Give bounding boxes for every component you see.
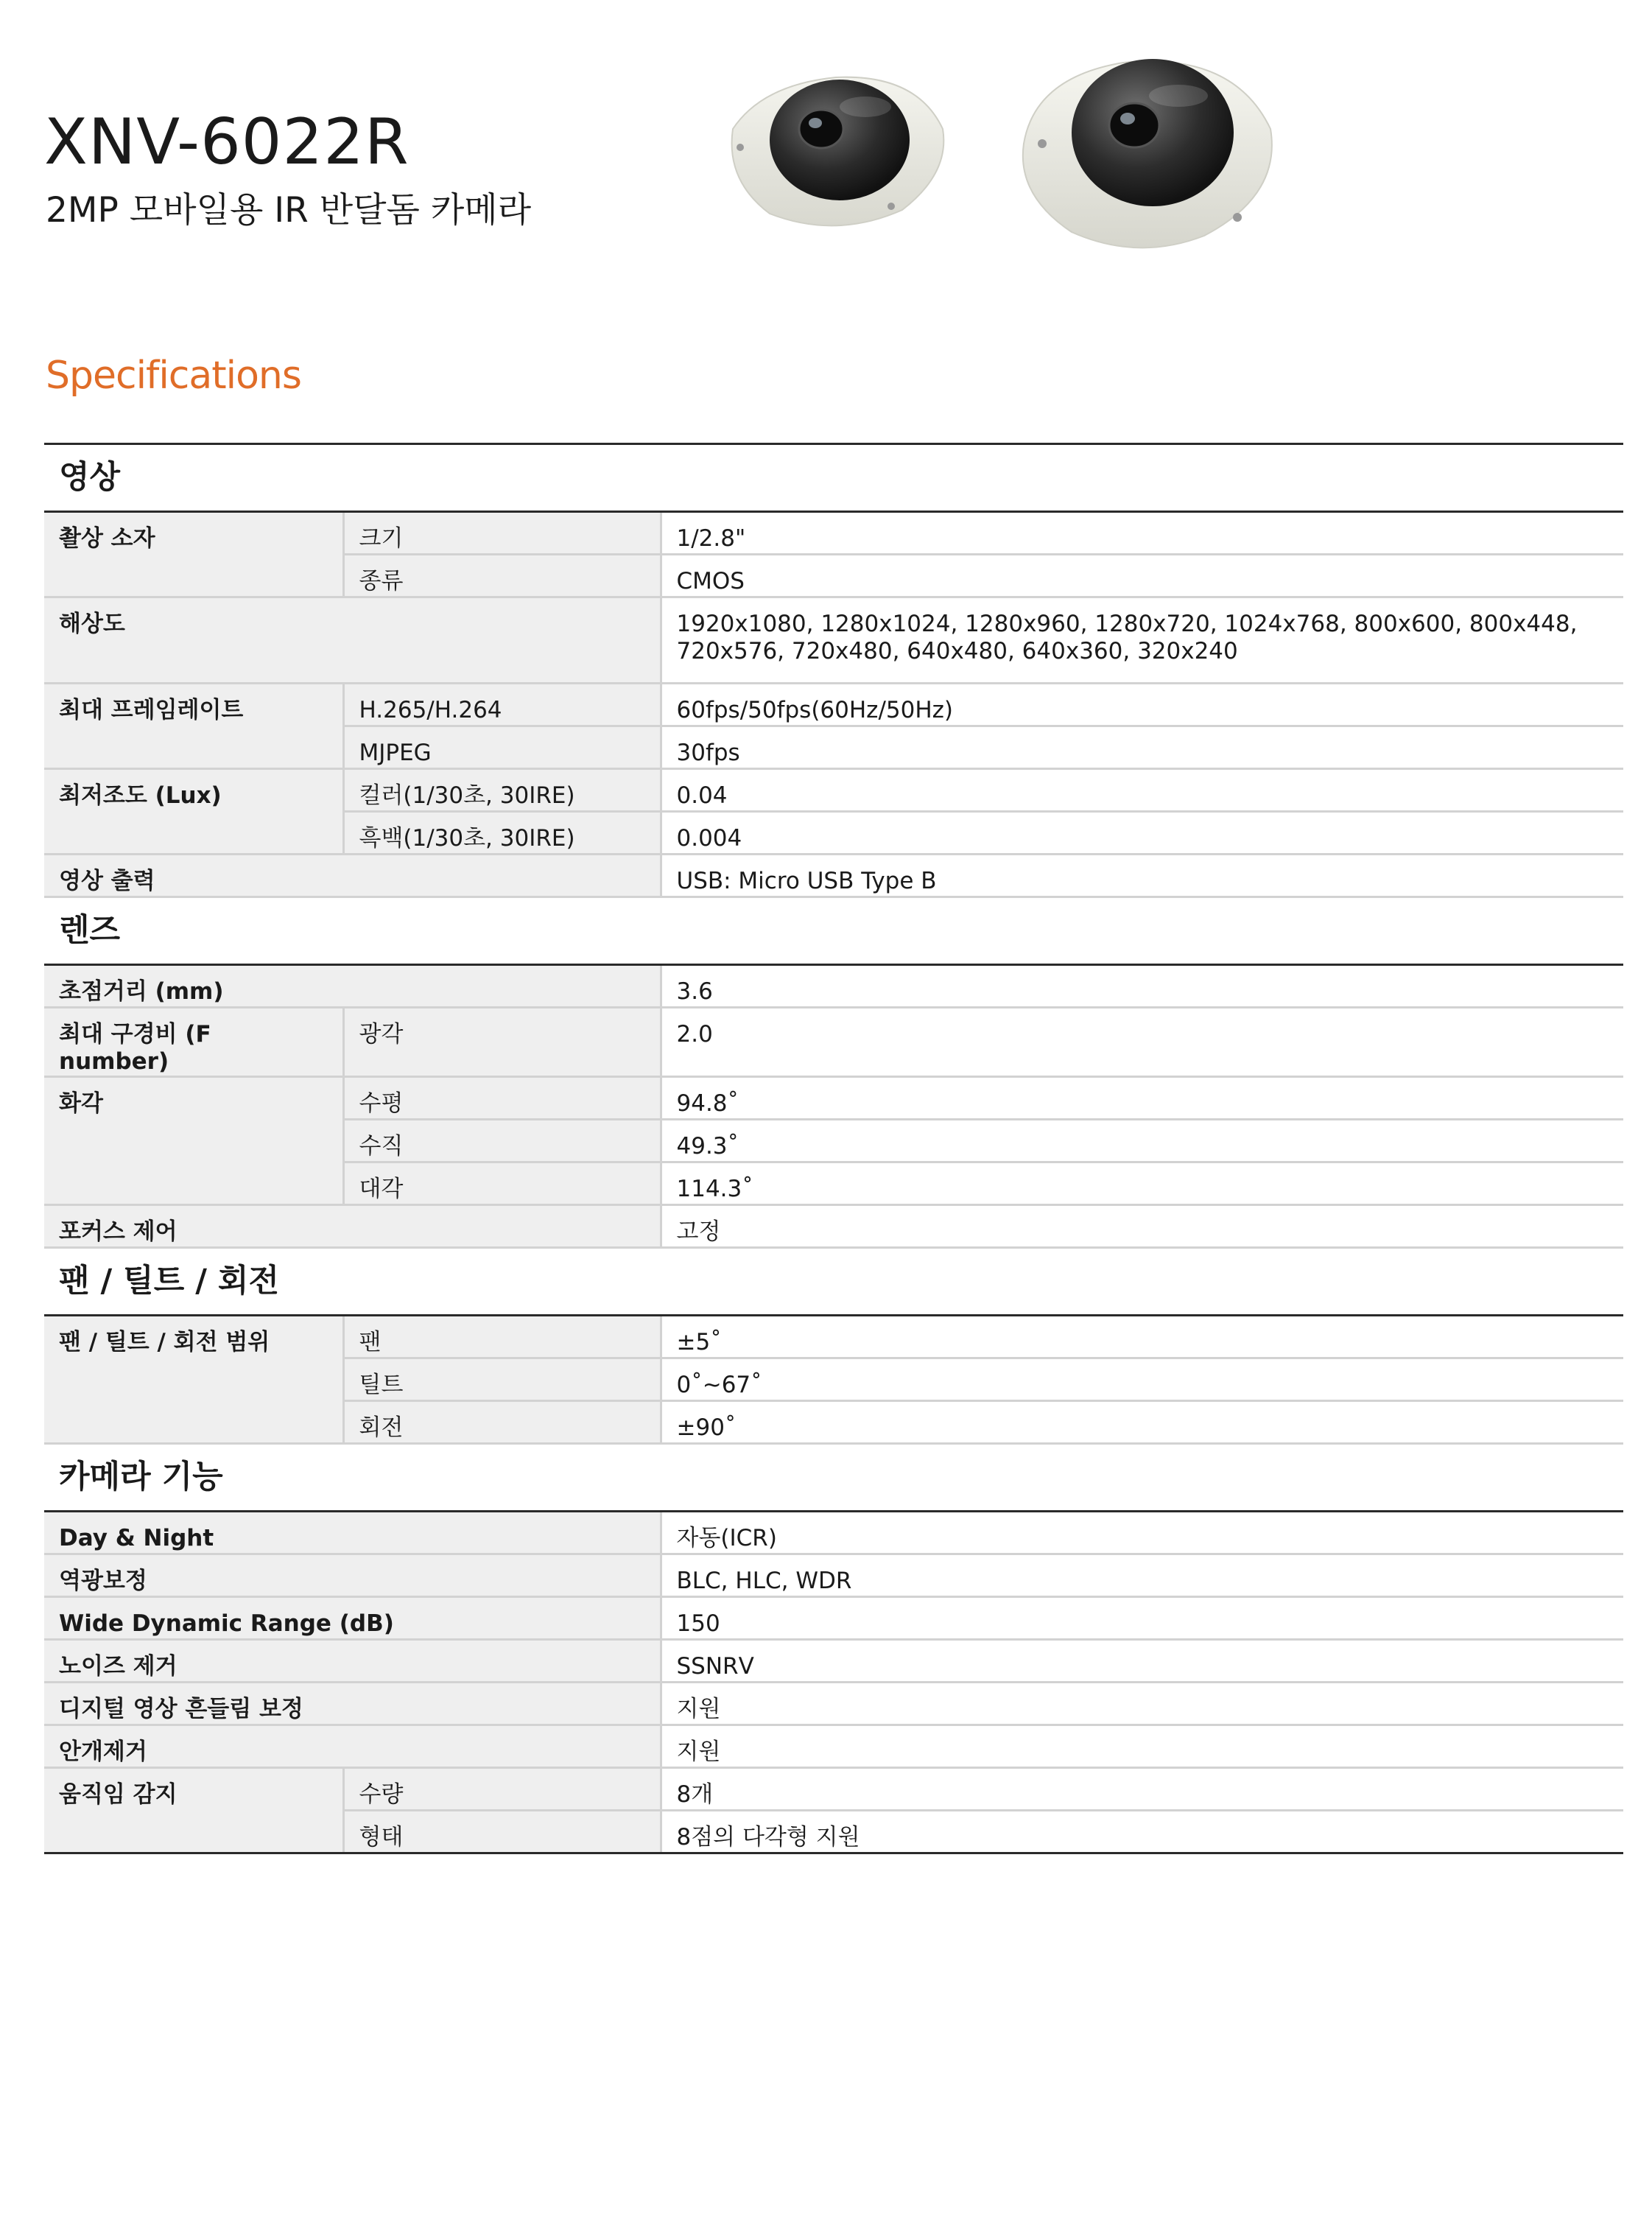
table-row (44, 512, 1623, 555)
section-header-camera (44, 1444, 1623, 1512)
table-row (44, 1597, 1623, 1640)
row-label-framerate: 최대 프레임레이트 (44, 684, 343, 769)
table-row (44, 1077, 1623, 1120)
sub-label: 종류 (343, 555, 661, 597)
spec-value: 1920x1080, 1280x1024, 1280x960, 1280x720, 1024x768, 800x600, 800x448, 720x576, 720x480, 640x480, 640x360, 320x240 (661, 597, 1623, 684)
row-label-ptr-range: 팬 / 틸트 / 회전 범위 (44, 1316, 343, 1444)
row-label-focus: 포커스 제어 (44, 1205, 661, 1248)
spec-value: 30fps (661, 726, 1623, 769)
table-row (44, 1725, 1623, 1768)
spec-value: 114.3˚ (661, 1162, 1623, 1205)
sub-label: 광각 (343, 1008, 661, 1077)
sub-label: 틸트 (343, 1358, 661, 1401)
spec-value: CMOS (661, 555, 1623, 597)
sub-label: 팬 (343, 1316, 661, 1358)
table-row (44, 684, 1623, 726)
section-title: 렌즈 (44, 897, 1623, 965)
spec-value: 2.0 (661, 1008, 1623, 1077)
table-row (44, 1768, 1623, 1811)
spec-value: ±90˚ (661, 1401, 1623, 1444)
spec-value: 3.6 (661, 965, 1623, 1008)
row-label-daynight: Day & Night (44, 1512, 661, 1554)
row-label-backlight: 역광보정 (44, 1554, 661, 1597)
table-row (44, 965, 1623, 1008)
spec-value: 지원 (661, 1683, 1623, 1725)
sub-label: 대각 (343, 1162, 661, 1205)
spec-value: 49.3˚ (661, 1120, 1623, 1162)
table-row (44, 597, 1623, 684)
sub-label: H.265/H.264 (343, 684, 661, 726)
spec-value: 지원 (661, 1725, 1623, 1768)
spec-value: 0.004 (661, 812, 1623, 855)
table-row (44, 1008, 1623, 1077)
row-label-defog: 안개제거 (44, 1725, 661, 1768)
table-row (44, 1554, 1623, 1597)
spec-value: SSNRⅤ (661, 1640, 1623, 1683)
table-row (44, 1683, 1623, 1725)
section-header-video (44, 444, 1623, 512)
spec-value: 8개 (661, 1768, 1623, 1811)
section-title: 팬 / 틸트 / 회전 (44, 1248, 1623, 1316)
spec-value: 94.8˚ (661, 1077, 1623, 1120)
table-row (44, 1316, 1623, 1358)
camera-front-image (718, 63, 957, 239)
row-label-motion: 움직임 감지 (44, 1768, 343, 1853)
spec-value: 자동(ICR) (661, 1512, 1623, 1554)
row-label-output: 영상 출력 (44, 855, 661, 897)
table-row (44, 1512, 1623, 1554)
section-header-lens (44, 897, 1623, 965)
section-header-ptr (44, 1248, 1623, 1316)
sub-label: 수직 (343, 1120, 661, 1162)
spec-value: USB: Micro USB Type B (661, 855, 1623, 897)
camera-angle-image (1013, 48, 1285, 258)
sub-label: 흑백(1/30초, 30IRE) (343, 812, 661, 855)
sub-label: 수평 (343, 1077, 661, 1120)
spec-value: 8점의 다각형 지원 (661, 1811, 1623, 1853)
row-label-wdr: Wide Dynamic Range (dB) (44, 1597, 661, 1640)
table-row (44, 769, 1623, 812)
spec-value: 0˚~67˚ (661, 1358, 1623, 1401)
section-title: 영상 (44, 444, 1623, 512)
specifications-heading: Specifications (46, 354, 301, 398)
row-label-fov: 화각 (44, 1077, 343, 1205)
section-title: 카메라 기능 (44, 1444, 1623, 1512)
row-label-illumination: 최저조도 (Lux) (44, 769, 343, 855)
sub-label: 회전 (343, 1401, 661, 1444)
spec-value: 60fps/50fps(60Hz/50Hz) (661, 684, 1623, 726)
row-label-aperture: 최대 구경비 (F number) (44, 1008, 343, 1077)
spec-value: 0.04 (661, 769, 1623, 812)
sub-label: 크기 (343, 512, 661, 555)
row-label-focal: 초점거리 (mm) (44, 965, 661, 1008)
sub-label: 컬러(1/30초, 30IRE) (343, 769, 661, 812)
table-row (44, 1205, 1623, 1248)
row-label-dis: 디지털 영상 흔들림 보정 (44, 1683, 661, 1725)
sub-label: 형태 (343, 1811, 661, 1853)
spec-value: 고정 (661, 1205, 1623, 1248)
sub-label: 수량 (343, 1768, 661, 1811)
spec-value: BLC, HLC, WDR (661, 1554, 1623, 1597)
product-subtitle: 2MP 모바일용 IR 반달돔 카메라 (46, 190, 532, 231)
row-label-resolution: 해상도 (44, 597, 661, 684)
product-model: XNV-6022R (44, 105, 410, 179)
spec-value: 150 (661, 1597, 1623, 1640)
spec-value: 1/2.8" (661, 512, 1623, 555)
table-row (44, 855, 1623, 897)
spec-value: ±5˚ (661, 1316, 1623, 1358)
sub-label: MJPEG (343, 726, 661, 769)
table-row (44, 1640, 1623, 1683)
row-label-sensor: 촬상 소자 (44, 512, 343, 597)
row-label-noise: 노이즈 제거 (44, 1640, 661, 1683)
spec-table (44, 443, 1623, 1854)
